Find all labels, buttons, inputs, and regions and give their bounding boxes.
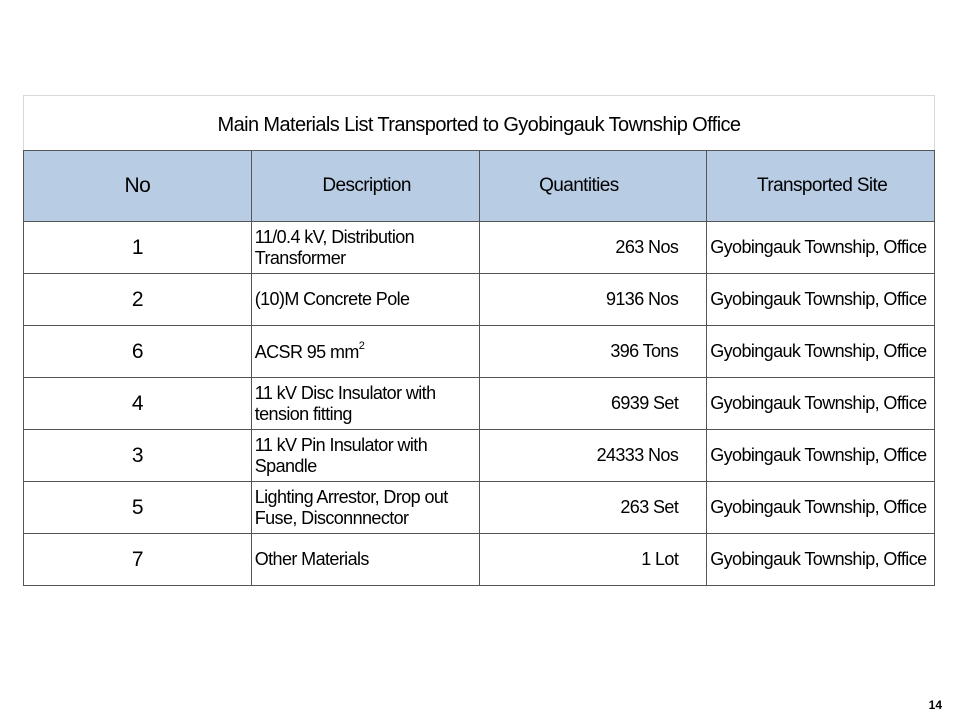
- superscript-exponent: 2: [358, 340, 365, 352]
- table-row: [24, 430, 935, 482]
- row-quantity: 24333 Nos: [479, 430, 707, 482]
- row-site: Gyobingauk Township, Office: [707, 378, 935, 430]
- row-no: 2: [24, 274, 252, 326]
- row-no: 3: [24, 430, 252, 482]
- row-description: 11 kV Pin Insulator with Spandle: [251, 430, 479, 482]
- table-title: Main Materials List Transported to Gyobingauk Township Office: [24, 96, 935, 151]
- page-number: 14: [928, 698, 942, 712]
- row-quantity: 396 Tons: [479, 326, 707, 378]
- row-site: Gyobingauk Township, Office: [707, 222, 935, 274]
- table-row: [24, 326, 935, 378]
- row-site: Gyobingauk Township, Office: [707, 534, 935, 586]
- table-row: [24, 482, 935, 534]
- table-row: [24, 534, 935, 586]
- row-no: 7: [24, 534, 252, 586]
- row-site: Gyobingauk Township, Office: [707, 274, 935, 326]
- table-row: [24, 274, 935, 326]
- row-no: 1: [24, 222, 252, 274]
- header-no: No: [24, 151, 252, 222]
- header-description: Description: [251, 151, 479, 222]
- row-no: 4: [24, 378, 252, 430]
- row-description: (10)M Concrete Pole: [251, 274, 479, 326]
- row-quantity: 263 Nos: [479, 222, 707, 274]
- header-quantities: Quantities: [479, 151, 707, 222]
- row-description: 11 kV Disc Insulator with tension fitting: [251, 378, 479, 430]
- row-description: Other Materials: [251, 534, 479, 586]
- materials-table: [23, 95, 935, 586]
- header-row: [24, 151, 935, 222]
- row-site: Gyobingauk Township, Office: [707, 430, 935, 482]
- row-description-text: ACSR 95 mm: [254, 342, 359, 362]
- header-site: Transported Site: [707, 151, 935, 222]
- title-row: [24, 96, 935, 151]
- row-quantity: 1 Lot: [479, 534, 707, 586]
- row-quantity: 6939 Set: [479, 378, 707, 430]
- row-quantity: 9136 Nos: [479, 274, 707, 326]
- table-row: [24, 222, 935, 274]
- row-no: 5: [24, 482, 252, 534]
- row-description: [251, 326, 479, 378]
- row-site: Gyobingauk Township, Office: [707, 482, 935, 534]
- row-quantity: 263 Set: [479, 482, 707, 534]
- row-description: Lighting Arrestor, Drop out Fuse, Disconnnector: [251, 482, 479, 534]
- row-site: Gyobingauk Township, Office: [707, 326, 935, 378]
- row-description: 11/0.4 kV, Distribution Transformer: [251, 222, 479, 274]
- row-no: 6: [24, 326, 252, 378]
- table-row: [24, 378, 935, 430]
